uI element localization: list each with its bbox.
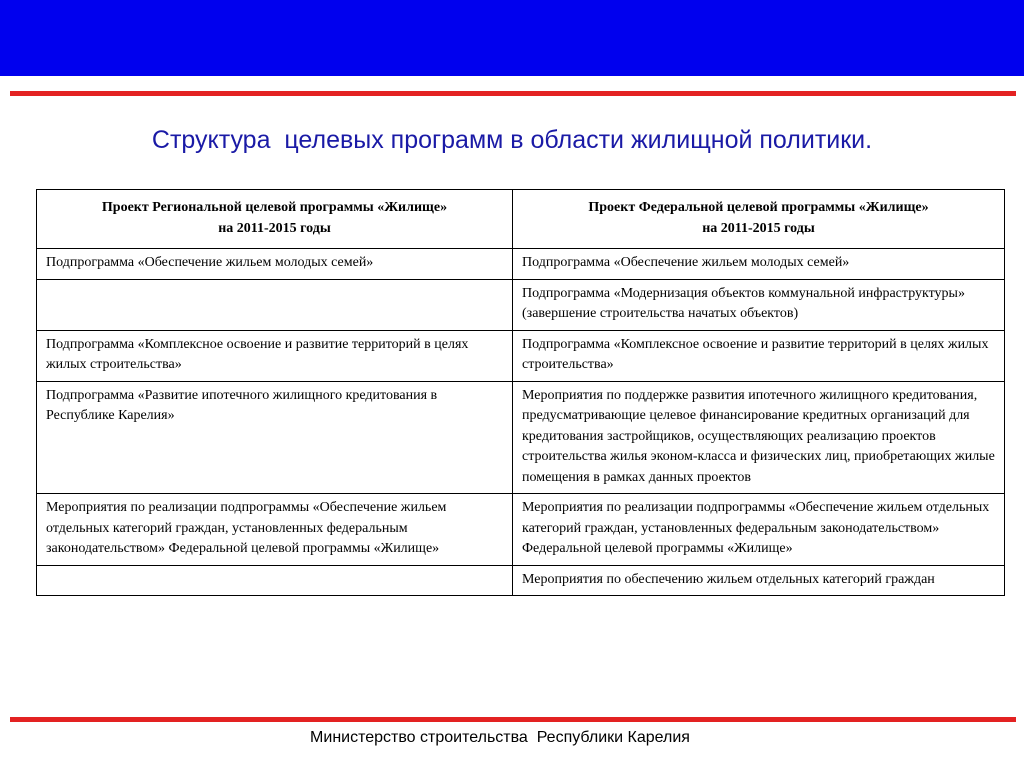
header-federal-years: на 2011-2015 годы (702, 220, 815, 236)
bottom-red-rule (10, 717, 1016, 722)
table-row (37, 249, 1005, 280)
table-row (37, 381, 1005, 494)
regional-cell: Подпрограмма «Комплексное освоение и развитие территорий в целях жилых строительства» (37, 330, 513, 381)
regional-cell: Подпрограмма «Развитие ипотечного жилищного кредитования в Республике Карелия» (37, 381, 513, 494)
table-row (37, 494, 1005, 566)
header-federal-title: Проект Федеральной целевой программы «Жилище» (588, 200, 929, 215)
top-red-rule (10, 91, 1016, 96)
regional-cell-empty (37, 279, 513, 330)
federal-cell: Подпрограмма «Модернизация объектов коммунальной инфраструктуры» (завершение строительства начатых объектов) (513, 279, 1005, 330)
footer-ministry: Министерство строительства Республики Карелия (310, 729, 690, 746)
table-row (37, 565, 1005, 596)
federal-cell: Мероприятия по поддержке развития ипотечного жилищного кредитования, предусматривающие целевое финансирование кредитных организаций для кредитования застройщиков, осуществляющих реализацию проектов строительства жилья эконом-класса и физических лиц, приобретающих жилые помещения в рамках данных проектов (513, 381, 1005, 494)
header-regional (37, 190, 513, 249)
regional-cell: Подпрограмма «Обеспечение жильем молодых семей» (37, 249, 513, 280)
regional-cell-empty (37, 565, 513, 596)
slide-title: Структура целевых программ в области жилищной политики. (151, 126, 873, 154)
federal-cell: Мероприятия по реализации подпрограммы «Обеспечение жильем отдельных категорий граждан, установленных федеральным законодательством» Федеральной целевой программы «Жилище» (513, 494, 1005, 566)
federal-cell: Мероприятия по обеспечению жильем отдельных категорий граждан (513, 565, 1005, 596)
programs-table (36, 189, 1005, 596)
regional-cell: Мероприятия по реализации подпрограммы «Обеспечение жильем отдельных категорий граждан, установленных федеральным законодательством» Федеральной целевой программы «Жилище» (37, 494, 513, 566)
header-federal (513, 190, 1005, 249)
top-blue-band (0, 0, 1024, 76)
table-header-row (37, 190, 1005, 249)
header-regional-years: на 2011-2015 годы (218, 220, 331, 236)
table-row (37, 330, 1005, 381)
header-regional-title: Проект Региональной целевой программы «Жилище» (101, 200, 448, 215)
federal-cell: Подпрограмма «Обеспечение жильем молодых семей» (513, 249, 1005, 280)
federal-cell: Подпрограмма «Комплексное освоение и развитие территорий в целях жилых строительства» (513, 330, 1005, 381)
table-row (37, 279, 1005, 330)
